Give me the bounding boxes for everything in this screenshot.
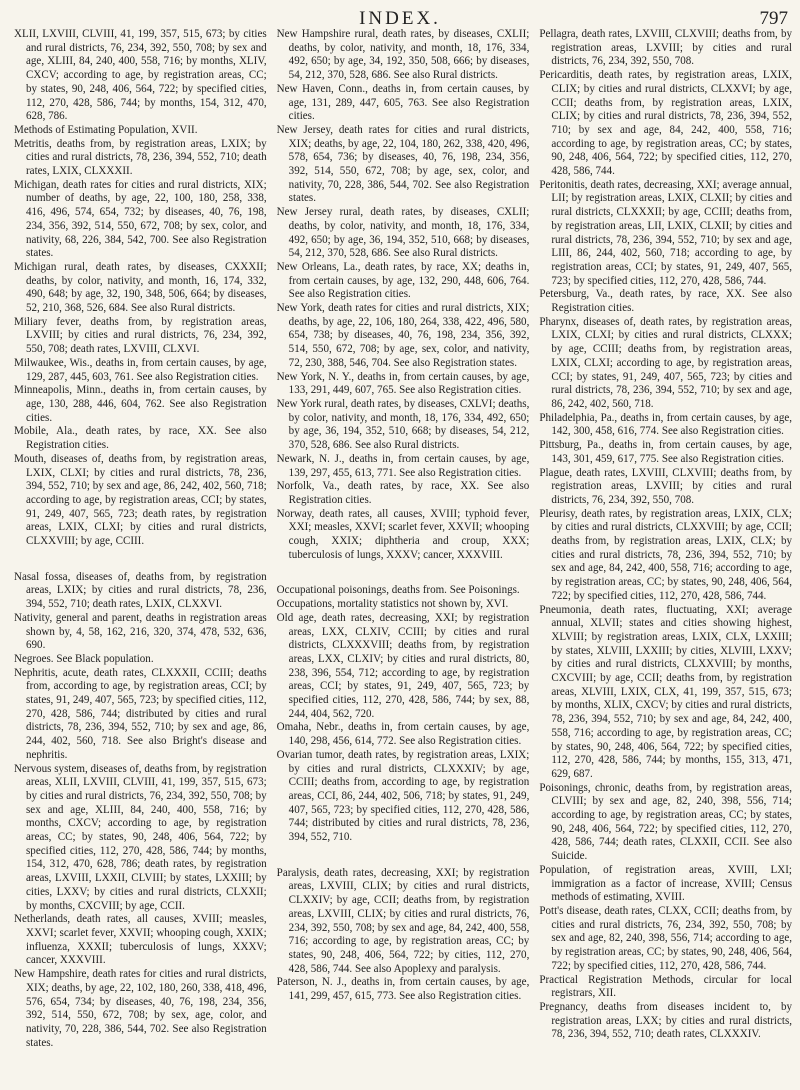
index-entry: New Orleans, La., death rates, by race, XX; deaths in, from certain causes, by age, 132, 290, 448, 606, 764. See also Registration cities. (276, 260, 530, 301)
index-column-middle (277, 28, 530, 1086)
index-entry: New Hampshire rural, death rates, by diseases, CXLII; deaths, by color, nativity, and month, 18, 176, 334, 492, 650; by age, 34, 192, 350, 508, 666; by diseases, 54, 212, 370, 528, 686. See also Rural districts. (276, 28, 530, 82)
index-entry: Plague, death rates, LXVIII, CLXVIII; deaths from, by registration areas, LXVIII; by cities and rural districts, 76, 234, 392, 550, 708. (539, 466, 793, 506)
index-entry: Pharynx, diseases of, death rates, by registration areas, LXIX, CLXI; by cities and rural districts, CLXXX; by age, CCIII; deaths from, by registration areas, LXIX, CLXI; according to age, by registration areas, CCI; by states, 91, 249, 407, 565, 723; by cities and rural districts, 78, 236, 394, 552, 710; by sex and age, 86, 242, 402, 560, 718. (539, 315, 793, 410)
index-entry: Michigan rural, death rates, by diseases, CXXXII; deaths, by color, nativity, and month, 16, 174, 332, 490, 648; by age, 32, 190, 348, 506, 664; by diseases, 52, 210, 368, 526, 684. See also Rural districts. (14, 260, 267, 315)
index-entry: Michigan, death rates for cities and rural districts, XIX; number of deaths, by age, 22, 100, 180, 258, 338, 416, 496, 574, 654, 732; by diseases, 40, 76, 198, 234, 356, 392, 514, 550, 672, 708; by sex, color, and nativity, 68, 226, 384, 542, 700. See also Registration states. (14, 178, 267, 260)
index-entry: Pott's disease, death rates, CLXX, CCII; deaths from, by cities and rural districts, 76, 234, 392, 550, 708; by sex and age, 82, 240, 398, 556, 714; according to age, by registration areas, CC; by states, 90, 248, 406, 564, 722; by specified cities, 112, 270, 428, 586, 744. (539, 905, 793, 972)
index-entry: Peritonitis, death rates, decreasing, XXI; average annual, LII; by registration areas, LXIX, CLXII; by cities and rural districts, CLXXXII; by age, CCIII; deaths from, by registration areas, LII, LXIX, CLXII; by cities and rural districts, 78, 236, 394, 552, 710; by sex and age, LIII, 86, 244, 402, 560, 718; according to age, by registration areas, CCI; by states, 91, 249, 407, 565, 723; by specified cities, 112, 270, 428, 586, 744. (539, 178, 793, 287)
index-entry: Nervous system, diseases of, deaths from, by registration areas, XLII, LXVIII, CLVIII, 41, 199, 357, 515, 673; by cities and rural districts, 76, 234, 392, 550, 708; by sex and age, XLIII, 84, 240, 400, 558, 716; by months, CXCV; according to age, by registration areas, CC; by states, 90, 248, 406, 564, 722; by specified cities, 112, 270, 428, 586, 744; by months, 154, 312, 470, 628, 786; death rates, by registration areas, LXVIII, LXXII, CLVIII; by states, LXXIII; by cities, LXXV; by cities and rural districts, CLXXII; by months, CXCVIII; by age, CCII. (14, 762, 267, 912)
index-entry: Pneumonia, death rates, fluctuating, XXI; average annual, XLVII; states and cities showing highest, XLVIII; by registration areas, LXIX, CLX, LXXIII; by states, XLVIII, LXXIII; by cities, XLVIII, LXXV; by cities and rural districts, CLXXVIII; by months, CXCVIII; by age, CCII; deaths from, by registration areas, XLVIII, LXIX, CLX, 41, 199, 357, 515, 673; by months, XLIX, CXCV; by cities and rural districts, 78, 236, 394, 552, 710; by sex and age, 84, 242, 400, 558, 716; according to age, by registration areas, CC; by states, 90, 248, 406, 564, 722; by specified cities, 112, 270, 428, 586, 744; by months, 155, 313, 471, 629, 687. (539, 603, 793, 780)
index-entry: Omaha, Nebr., deaths in, from certain causes, by age, 140, 298, 456, 614, 772. See also Registration cities. (276, 721, 530, 748)
index-entry: New York rural, death rates, by diseases, CXLVI; deaths, by color, nativity, and month, 18, 176, 334, 492, 650; by age, 36, 194, 352, 510, 668; by diseases, 54, 212, 370, 528, 686. See also Rural districts. (276, 397, 530, 452)
index-entry: Petersburg, Va., death rates, by race, XX. See also Registration cities. (539, 288, 793, 315)
index-column-left (14, 28, 267, 1086)
index-column-right (539, 28, 792, 1086)
index-entry: Pittsburg, Pa., deaths in, from certain causes, by age, 143, 301, 459, 617, 775. See also Registration cities. (539, 439, 793, 465)
index-entry: Nasal fossa, diseases of, deaths from, by registration areas, LXIX; by cities and rural districts, 78, 236, 394, 552, 710; death rates, LXIX, CLXXVI. (14, 570, 267, 611)
index-entry: Occupations, mortality statistics not shown by, XVI. (276, 598, 509, 611)
index-columns (14, 28, 792, 1086)
index-entry: Norfolk, Va., death rates, by race, XX. See also Registration cities. (276, 480, 530, 506)
index-entry: Pleurisy, death rates, by registration areas, LXIX, CLX; by cities and rural districts, CLXXVIII; by age, CCII; deaths from, by registration areas, LXIX, CLX; by cities and rural districts, 78, 236, 394, 552, 710; by sex and age, 84, 242, 400, 558, 716; according to age, by registration areas, CC; by states, 90, 248, 406, 564, 722; by specified cities, 112, 270, 428, 586, 744. (539, 507, 793, 602)
index-entry: Negroes. See Black population. (14, 652, 154, 665)
index-entry: XLII, LXVIII, CLVIII, 41, 199, 357, 515, 673; by cities and rural districts, 76, 234, 392, 550, 708; by sex and age, XLIII, 84, 240, 400, 558, 716; by months, XLIV, CXCV; according to age, by registration areas, CC; by states, 90, 248, 406, 564, 722; by specified cities, 112, 270, 428, 586, 744; by months, 154, 312, 470, 628, 786. (14, 28, 267, 123)
index-entry: Nativity, general and parent, deaths in registration areas shown by, 4, 58, 162, 216, 320, 374, 478, 532, 636, 690. (14, 611, 267, 652)
index-entry: Miliary fever, deaths from, by registration areas, LXVIII; by cities and rural districts, 76, 234, 392, 550, 708; death rates, LXVIII, CLXVI. (14, 315, 267, 356)
index-entry: Paterson, N. J., deaths in, from certain causes, by age, 141, 299, 457, 615, 773. See also Registration cities. (276, 976, 530, 1003)
index-entry: New York, N. Y., deaths in, from certain causes, by age, 133, 291, 449, 607, 765. See also Registration cities. (276, 370, 530, 397)
index-entry: New York, death rates for cities and rural districts, XIX; deaths, by age, 22, 106, 180, 264, 338, 422, 496, 580, 654, 738; by diseases, 40, 76, 198, 234, 356, 392, 514, 550, 672, 708; by age, sex, color, and nativity, 72, 230, 388, 546, 704. See also Registration states. (276, 302, 530, 369)
index-entry: Population, of registration areas, XVIII, LXI; immigration as a factor of increase, XVIII; Census methods of estimating, XVIII. (539, 863, 793, 904)
index-entry: Poisonings, chronic, deaths from, by registration areas, CLVIII; by sex and age, 82, 240, 398, 556, 714; according to age, by registration areas, CC; by states, 90, 248, 406, 564, 722; by specified cities, 112, 270, 428, 586, 744; death rates, CLXXII, CCII. See also Suicide. (539, 781, 793, 863)
index-entry: New Haven, Conn., deaths in, from certain causes, by age, 131, 289, 447, 605, 763. See also Registration cities. (276, 82, 530, 123)
index-entry: Pericarditis, death rates, by registration areas, LXIX, CLIX; by cities and rural districts, CLXXVI; by age, CCII; deaths from, by registration areas, LXIX, CLIX; by cities and rural districts, 78, 236, 394, 552, 710; by sex and age, 84, 242, 400, 558, 716; according to age, by registration areas, CC; by states, 90, 248, 406, 564, 722; by specified cities, 112, 270, 428, 586, 744. (539, 69, 793, 178)
index-entry: Newark, N. J., deaths in, from certain causes, by age, 139, 297, 455, 613, 771. See also Registration cities. (276, 452, 530, 479)
page-number: 797 (759, 8, 788, 29)
index-entry: Philadelphia, Pa., deaths in, from certain causes, by age, 142, 300, 458, 616, 774. See also Registration cities. (539, 411, 793, 438)
index-entry: Minneapolis, Minn., deaths in, from certain causes, by age, 130, 288, 446, 604, 762. See also Registration cities. (14, 384, 267, 424)
index-entry: Mobile, Ala., death rates, by race, XX. See also Registration cities. (14, 425, 267, 452)
index-entry: Norway, death rates, all causes, XVIII; typhoid fever, XXI; measles, XXVI; scarlet fever, XXVII; whooping cough, XXIX; diphtheria and croup, XXX; tuberculosis of lungs, XXXV; cancer, XXXVIII. (276, 507, 530, 561)
index-entry: New Jersey rural, death rates, by diseases, CXLII; deaths, by color, nativity, and month, 18, 176, 334, 492, 650; by age, 36, 194, 352, 510, 668; by diseases, 54, 212, 370, 528, 686. See also Rural districts. (276, 206, 530, 260)
index-entry: Netherlands, death rates, all causes, XVIII; measles, XXVI; scarlet fever, XXVII; whooping cough, XXIX; influenza, XXXII; tuberculosis of lungs, XXXV; cancer, XXXVIII. (14, 913, 267, 967)
index-entry: New Hampshire, death rates for cities and rural districts, XIX; deaths, by age, 22, 102, 180, 260, 338, 418, 496, 576, 654, 734; by diseases, 40, 76, 198, 234, 356, 392, 514, 550, 672, 708; by sex, age, color, and nativity, 70, 228, 386, 544, 702. See also Registration states. (14, 968, 267, 1049)
index-entry: Occupational poisonings, deaths from. See Poisonings. (276, 584, 520, 597)
index-entry: Practical Registration Methods, circular for local registrars, XII. (539, 973, 793, 1000)
index-entry: Mouth, diseases of, deaths from, by registration areas, LXIX, CLXI; by cities and rural districts, 78, 236, 394, 552, 710; by sex and age, 86, 242, 402, 560, 718; according to age, by registration areas, CCI; by states, 91, 249, 407, 565, 723; death rates, by registration areas, LXIX, CLXI; by cities and rural districts, CLXXVIII; by age, CCIII. (14, 452, 267, 548)
index-entry: Pregnancy, deaths from diseases incident to, by registration areas, LXX; by cities and rural districts, 78, 236, 394, 552, 710; death rates, CLXXXIV. (539, 1000, 793, 1041)
index-entry: Nephritis, acute, death rates, CLXXXII, CCIII; deaths from, according to age, by registration areas, CCI; by states, 91, 249, 407, 565, 723; by specified cities, 112, 270, 428, 586, 744; distributed by cities and rural districts, 78, 236, 394, 552, 710; by sex and age, 86, 244, 402, 560, 718. See also Bright's disease and nephritis. (14, 666, 267, 761)
index-entry: Metritis, deaths from, by registration areas, LXIX; by cities and rural districts, 78, 236, 394, 552, 710; death rates, LXIX, CLXXXII. (14, 137, 267, 178)
index-entry: New Jersey, death rates for cities and rural districts, XIX; deaths, by age, 22, 104, 180, 262, 338, 420, 496, 578, 654, 736; by diseases, 40, 76, 198, 234, 356, 392, 514, 550, 672, 708; by age, sex, color, and nativity, 70, 228, 386, 544, 702. See also Registration states. (276, 123, 530, 205)
page-title: INDEX. (359, 8, 441, 29)
index-entry: Methods of Estimating Population, XVII. (14, 123, 198, 136)
index-entry: Paralysis, death rates, decreasing, XXI; by registration areas, LXVIII, CLIX; by cities and rural districts, CLXXIV; by age, CCII; deaths from, by registration areas, LXVIII, CLIX; by cities and rural districts, 76, 234, 392, 550, 708; by sex and age, 84, 242, 400, 558, 716; according to age, by registration areas, CC; by states, 90, 248, 406, 564, 722; by cities, 112, 270, 428, 586, 744. See also Apoplexy and paralysis. (276, 866, 530, 975)
index-entry: Pellagra, death rates, LXVIII, CLXVIII; deaths from, by registration areas, LXVIII; by cities and rural districts, 76, 234, 392, 550, 708. (539, 28, 793, 68)
index-entry: Ovarian tumor, death rates, by registration areas, LXIX; by cities and rural districts, CLXXXIV; by age, CCIII; deaths from, according to age, by registration areas, CCI, 86, 244, 402, 506, 718; by states, 91, 249, 407, 565, 723; by specified cities, 112, 270, 428, 586, 744; distributed by cities and rural districts, 78, 236, 394, 552, 710. (276, 748, 530, 844)
index-entry: Milwaukee, Wis., deaths in, from certain causes, by age, 129, 287, 445, 603, 761. See also Registration cities. (14, 356, 267, 383)
index-entry: Old age, death rates, decreasing, XXI; by registration areas, LXX, CLXIV, CCIII; by cities and rural districts, CLXXXVIII; deaths from, by registration areas, LXX, CLXIV; by cities and rural districts, 80, 238, 396, 554, 712; according to age, by registration areas, CCI; by states, 91, 249, 407, 565, 723; by specified cities, 112, 270, 428, 586, 744; by sex, 88, 244, 404, 562, 720. (276, 611, 530, 720)
